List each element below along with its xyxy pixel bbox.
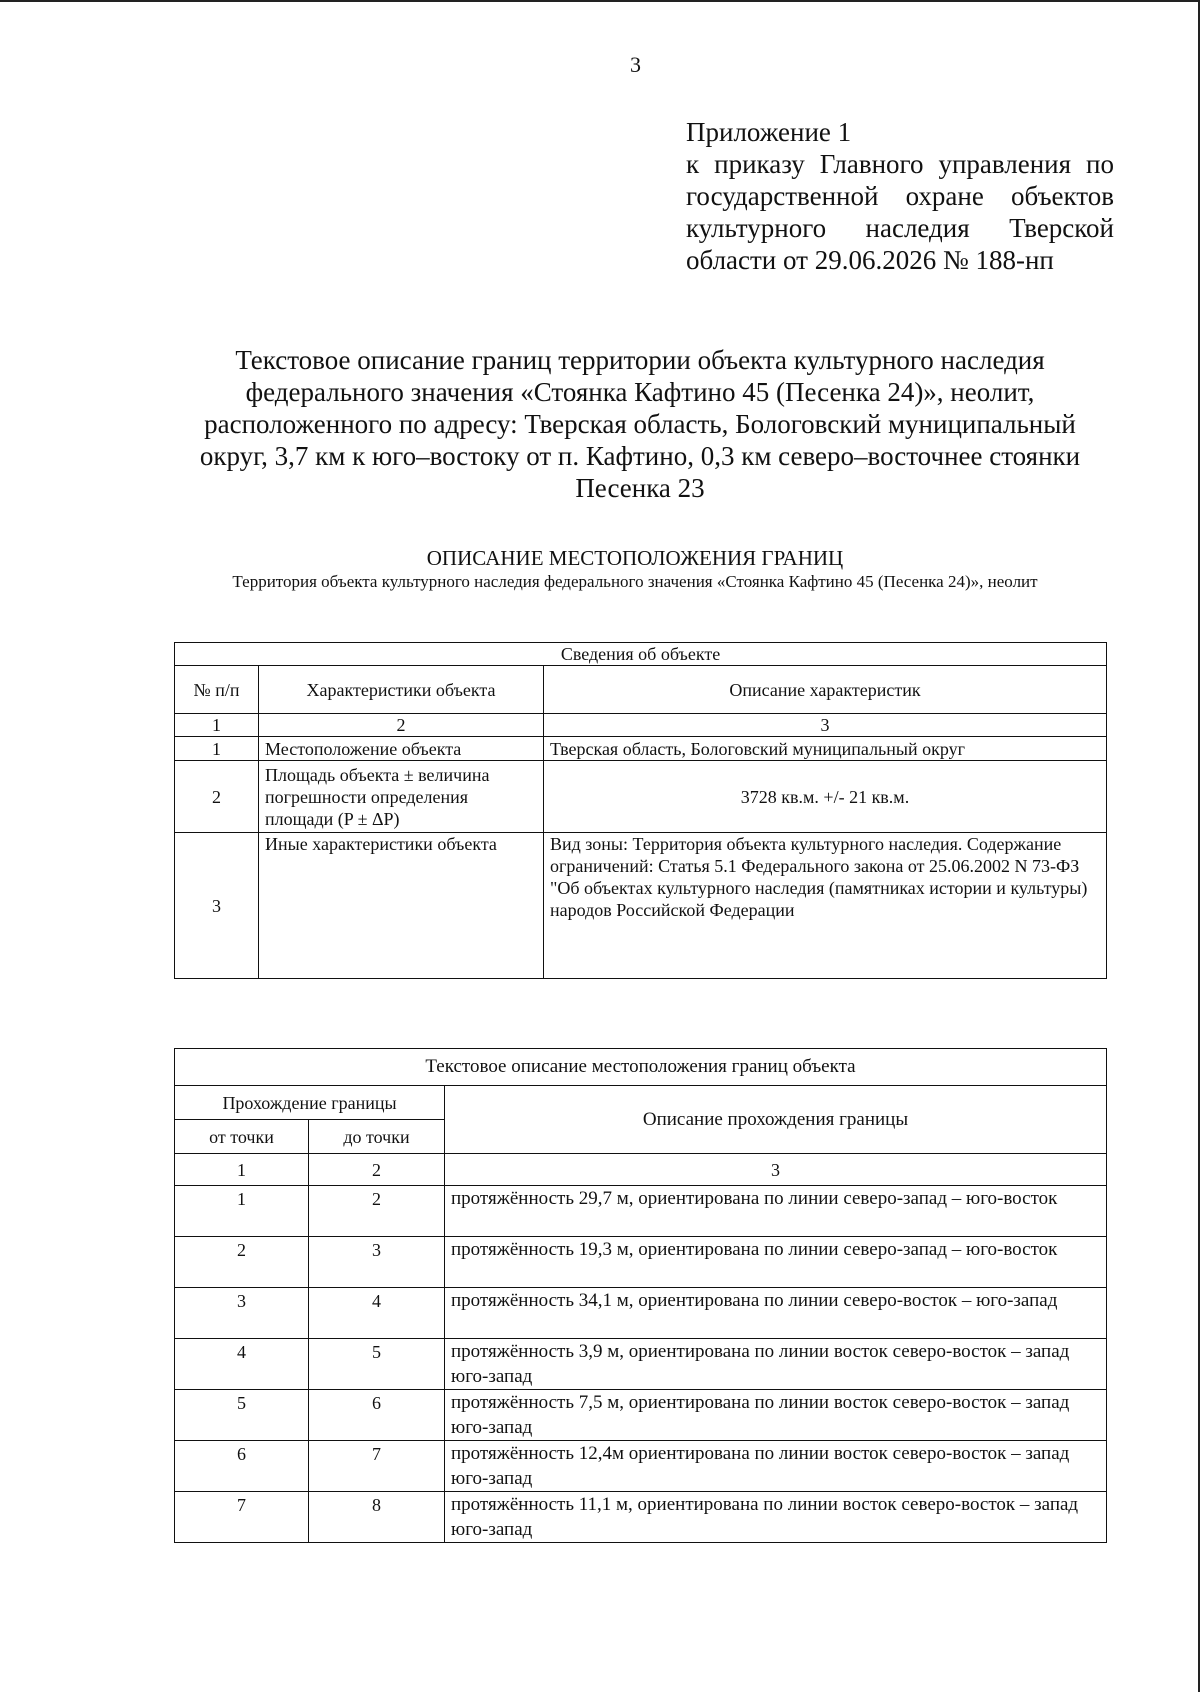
from-point: 1 bbox=[175, 1186, 309, 1237]
table-row bbox=[175, 1441, 1107, 1492]
row-number: 3 bbox=[175, 833, 259, 979]
description-cell: Вид зоны: Территория объекта культурного наследия. Содержание ограничений: Статья 5.1 Федерального закона от 25.06.2002 N 73-ФЗ "Об объектах культурного наследия (памятниках истории и культуры) народов Российской Федерации bbox=[544, 833, 1107, 979]
column-number: 3 bbox=[544, 714, 1107, 737]
from-point: 3 bbox=[175, 1288, 309, 1339]
row-number: 2 bbox=[175, 761, 259, 833]
boundary-description: протяжённость 29,7 м, ориентирована по линии северо-запад – юго-восток bbox=[445, 1186, 1107, 1237]
from-point: 5 bbox=[175, 1390, 309, 1441]
appendix-block bbox=[686, 116, 1114, 276]
column-number: 2 bbox=[259, 714, 544, 737]
table-row bbox=[175, 737, 1107, 761]
table-row bbox=[175, 1390, 1107, 1441]
characteristic-cell: Иные характеристики объекта bbox=[259, 833, 544, 979]
boundary-description: протяжённость 11,1 м, ориентирована по линии восток северо-восток – запад юго-запад bbox=[445, 1492, 1107, 1543]
row-number: 1 bbox=[175, 737, 259, 761]
table-row bbox=[175, 1186, 1107, 1237]
boundary-description: протяжённость 7,5 м, ориентирована по линии восток северо-восток – запад юго-запад bbox=[445, 1390, 1107, 1441]
column-number: 2 bbox=[309, 1154, 445, 1186]
description-cell: 3728 кв.м. +/- 21 кв.м. bbox=[544, 761, 1107, 833]
group-header: Прохождение границы bbox=[175, 1086, 445, 1120]
from-point: 6 bbox=[175, 1441, 309, 1492]
boundary-description-table bbox=[174, 1048, 1107, 1543]
section-heading: ОПИСАНИЕ МЕСТОПОЛОЖЕНИЯ ГРАНИЦ bbox=[426, 546, 844, 570]
column-header: № п/п bbox=[175, 666, 259, 714]
table-row bbox=[175, 761, 1107, 833]
table-caption: Сведения об объекте bbox=[175, 643, 1107, 666]
table-row bbox=[175, 1237, 1107, 1288]
column-header: Описание прохождения границы bbox=[445, 1086, 1107, 1154]
column-number: 1 bbox=[175, 1154, 309, 1186]
column-header: до точки bbox=[309, 1120, 445, 1154]
to-point: 8 bbox=[309, 1492, 445, 1543]
scan-border-top bbox=[0, 0, 1200, 2]
description-cell: Тверская область, Бологовский муниципальный округ bbox=[544, 737, 1107, 761]
table-caption: Текстовое описание местоположения границ объекта bbox=[175, 1049, 1107, 1086]
to-point: 4 bbox=[309, 1288, 445, 1339]
document-title: Текстовое описание границ территории объекта культурного наследия федерального значения «Стоянка Кафтино 45 (Песенка 24)», неолит, расположенного по адресу: Тверская область, Бологовский муниципальный округ, 3,7 км к юго–востоку от п. Кафтино, 0,3 км северо–восточнее стоянки Песенка 23 bbox=[199, 345, 1081, 503]
table-row bbox=[175, 1492, 1107, 1543]
appendix-body: к приказу Главного управления по государственной охране объектов культурного наследия Тверской области от 29.06.2026 № 188-нп bbox=[686, 149, 1114, 275]
object-info-table bbox=[174, 642, 1107, 979]
to-point: 2 bbox=[309, 1186, 445, 1237]
characteristic-cell: Местоположение объекта bbox=[259, 737, 544, 761]
boundary-description: протяжённость 34,1 м, ориентирована по линии северо-восток – юго-запад bbox=[445, 1288, 1107, 1339]
boundary-description: протяжённость 3,9 м, ориентирована по линии восток северо-восток – запад юго-запад bbox=[445, 1339, 1107, 1390]
table-row bbox=[175, 833, 1107, 979]
table-row bbox=[175, 1339, 1107, 1390]
page-number: 3 bbox=[630, 52, 641, 77]
appendix-title: Приложение 1 bbox=[686, 117, 852, 147]
column-header: Характеристики объекта bbox=[259, 666, 544, 714]
column-number: 1 bbox=[175, 714, 259, 737]
table-row bbox=[175, 1288, 1107, 1339]
to-point: 3 bbox=[309, 1237, 445, 1288]
characteristic-cell: Площадь объекта ± величина погрешности определения площади (P ± ΔP) bbox=[259, 761, 544, 833]
from-point: 2 bbox=[175, 1237, 309, 1288]
to-point: 5 bbox=[309, 1339, 445, 1390]
to-point: 7 bbox=[309, 1441, 445, 1492]
boundary-description: протяжённость 19,3 м, ориентирована по линии северо-запад – юго-восток bbox=[445, 1237, 1107, 1288]
column-number: 3 bbox=[445, 1154, 1107, 1186]
column-header: от точки bbox=[175, 1120, 309, 1154]
from-point: 7 bbox=[175, 1492, 309, 1543]
from-point: 4 bbox=[175, 1339, 309, 1390]
to-point: 6 bbox=[309, 1390, 445, 1441]
section-subheading: Территория объекта культурного наследия федерального значения «Стоянка Кафтино 45 (Песенка 24)», неолит bbox=[232, 572, 1038, 591]
boundary-description: протяжённость 12,4м ориентирована по линии восток северо-восток – запад юго-запад bbox=[445, 1441, 1107, 1492]
column-header: Описание характеристик bbox=[544, 666, 1107, 714]
